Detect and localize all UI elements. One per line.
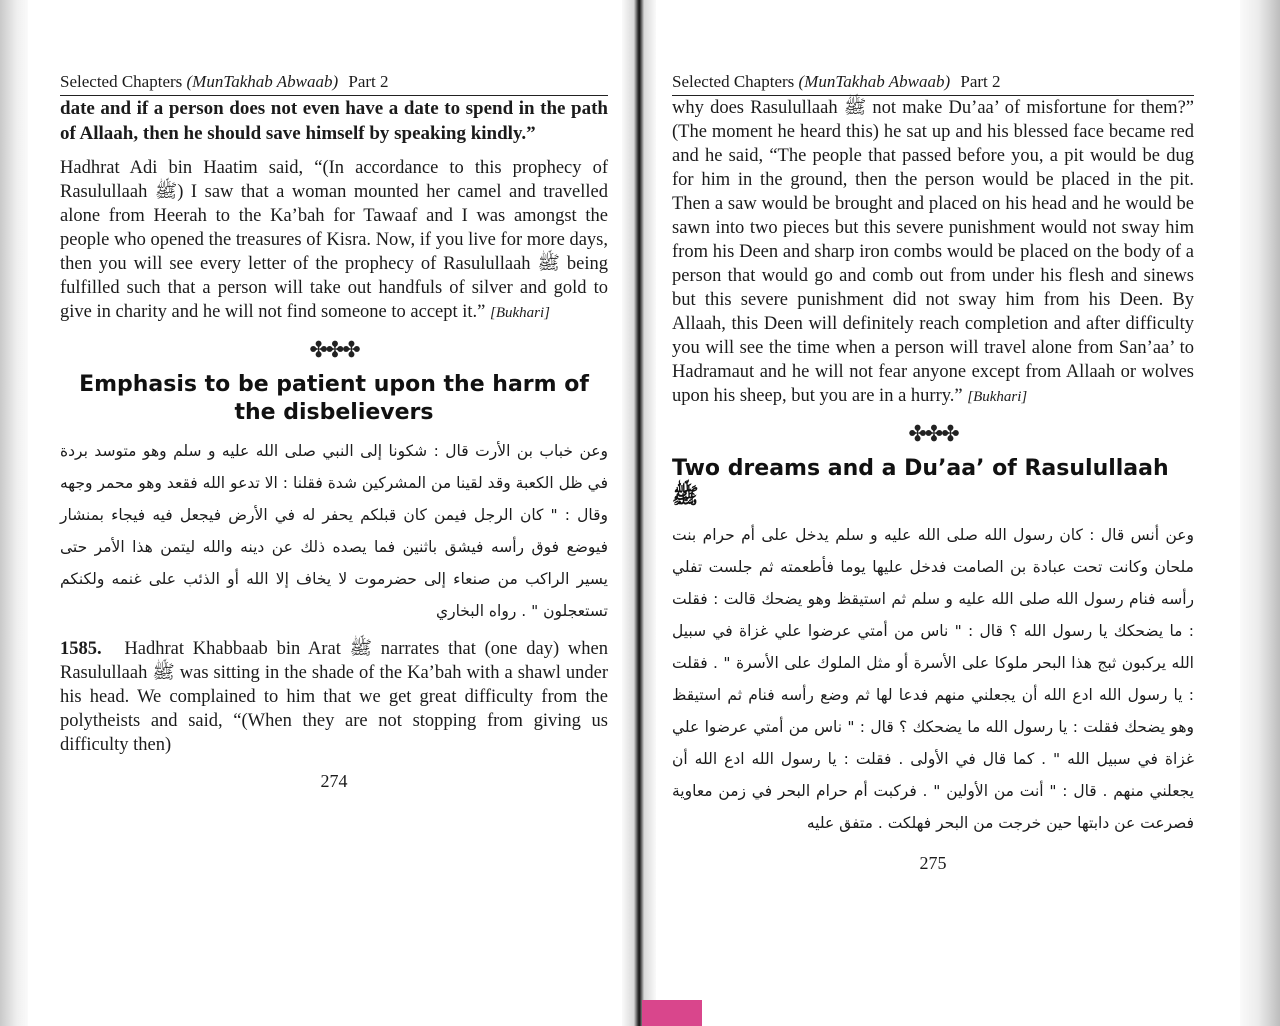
page-edge-right (1240, 0, 1280, 1026)
ornament-divider: ✤✤✤ (309, 337, 359, 362)
hadith-text: Hadhrat Adi bin Haatim said, “(In accordance to this prophecy of Rasulullaah ﷺ) I saw that a woman mounted her camel and travelled alone from Heerah to the Ka’bah for Tawaaf and I was amongst the people who opened the treasures of Kisra. Now, if you live for more days, then you will see every letter of the prophecy of Rasulullaah ﷺ being fulfilled such that a person will take out handfuls of silver and gold to give in charity and he will not find someone to accept it.” (60, 158, 608, 322)
right-page (672, 72, 1194, 874)
ornament-divider: ✤✤✤ (908, 421, 958, 446)
running-head (672, 72, 1194, 96)
chapter-heading: Emphasis to be patient upon the harm of the disbelievers (79, 372, 589, 425)
running-head-part: Part 2 (348, 72, 389, 91)
running-head-subtitle: (MunTakhab Abwaab) (186, 72, 339, 91)
chapter-heading: Two dreams and a Du’aa’ of Rasulullaah ﷺ (672, 456, 1169, 509)
arabic-text: وعن أنس قال : كان رسول الله صلى الله عليه و سلم يدخل على أم حرام بنت ملحان وكانت تحت عبادة بن الصامت فدخل عليها يوما فأطعمته ثم جلست تفلي رأسه فنام رسول الله صلى الله عليه و سلم ثم استيقظ وهو يضحك قالت : فقلت : ما يضحكك يا رسول الله ؟ قال : " ناس من أمتي عرضوا علي غزاة في سبيل الله يركبون ثبج هذا البحر ملوكا على الأسرة أو مثل الملوك على الأسرة " . فقلت : يا رسول الله ادع الله أن يجعلني منهم فدعا لها ثم وضع رأسه فنام ثم استيقظ وهو يضحك فقلت : يا رسول الله ما يضحكك ؟ قال : " ناس من أمتي عرضوا علي غزاة في سبيل الله " . كما قال في الأولى . فقلت : يا رسول الله ادع الله أن يجعلني منهم . قال : " أنت من الأولين " . فركبت أم حرام البحر في زمن معاوية فصرعت عن دابتها حين خرجت من البحر فهلكت . متفق عليه (672, 526, 1194, 832)
source-citation: [Bukhari] (967, 389, 1028, 405)
hadith-paragraph (60, 156, 608, 325)
book-gutter (622, 0, 656, 1026)
page-edge-left (0, 0, 28, 1026)
continuation-text: date and if a person does not even have a date to spend in the path of Allaah, then he should save himself by speaking kindly.” (60, 98, 608, 144)
continuation-paragraph (672, 96, 1194, 409)
hadith-paragraph-numbered (60, 637, 608, 757)
running-head (60, 72, 608, 96)
bookmark-ribbon (642, 1000, 702, 1026)
running-head-title: Selected Chapters (60, 72, 183, 91)
arabic-text: وعن خباب بن الأرت قال : شكونا إلى النبي صلى الله عليه و سلم وهو متوسد بردة في ظل الكعبة وقد لقينا من المشركين شدة فقلنا : الا تدعو الله فقعد وهو محمر وجهه وقال : " كان الرجل فيمن كان قبلكم يحفر له في الأرض فيجعل فيه فيجاء بمنشار فيوضع فوق رأسه فيشق باثنين فما يصده ذلك عن دينه والله ليتمن هذا الأمر حتى يسير الراكب من صنعاء إلى حضرموت لا يخاف إلا الله أو الذئب على غنمه ولكنكم تستعجلون " . رواه البخاري (60, 442, 608, 620)
page-number: 275 (919, 853, 947, 873)
running-head-part: Part 2 (960, 72, 1001, 91)
continuation-text: why does Rasulullaah ﷺ not make Du’aa’ of misfortune for them?” (The moment he heard this) he sat up and his blessed face became red and he said, “The people that passed before you, a pit would be dug for him in the ground, then the person would be placed in the pit. Then a saw would be brought and placed on his head and he would be sawn into two pieces but this severe punishment would not sway him from his Deen and sharp iron combs would be placed on the body of a person that would go and comb out from under his flesh and sinews but this severe punishment did not sway him from his Deen. By Allaah, this Deen will definitely reach completion and after difficulty you will see the time when a person will travel alone from San’aa’ to Hadramaut and he will not fear anyone except from Allaah or wolves upon his sheep, but you are in a hurry.” (672, 98, 1194, 406)
left-page (60, 72, 608, 792)
hadith-number: 1585. (60, 639, 102, 659)
running-head-subtitle: (MunTakhab Abwaab) (798, 72, 951, 91)
running-head-title: Selected Chapters (672, 72, 795, 91)
page-number: 274 (320, 771, 348, 791)
source-citation: [Bukhari] (490, 305, 550, 321)
hadith-text: Hadhrat Khabbaab bin Arat ﷺ narrates that (one day) when Rasulullaah ﷺ was sitting in the shade of the Ka’bah with a shawl under his head. We complained to him that we get great difficulty from the polytheists and said, “(When they are not stopping from giving us difficulty then) (60, 639, 609, 755)
